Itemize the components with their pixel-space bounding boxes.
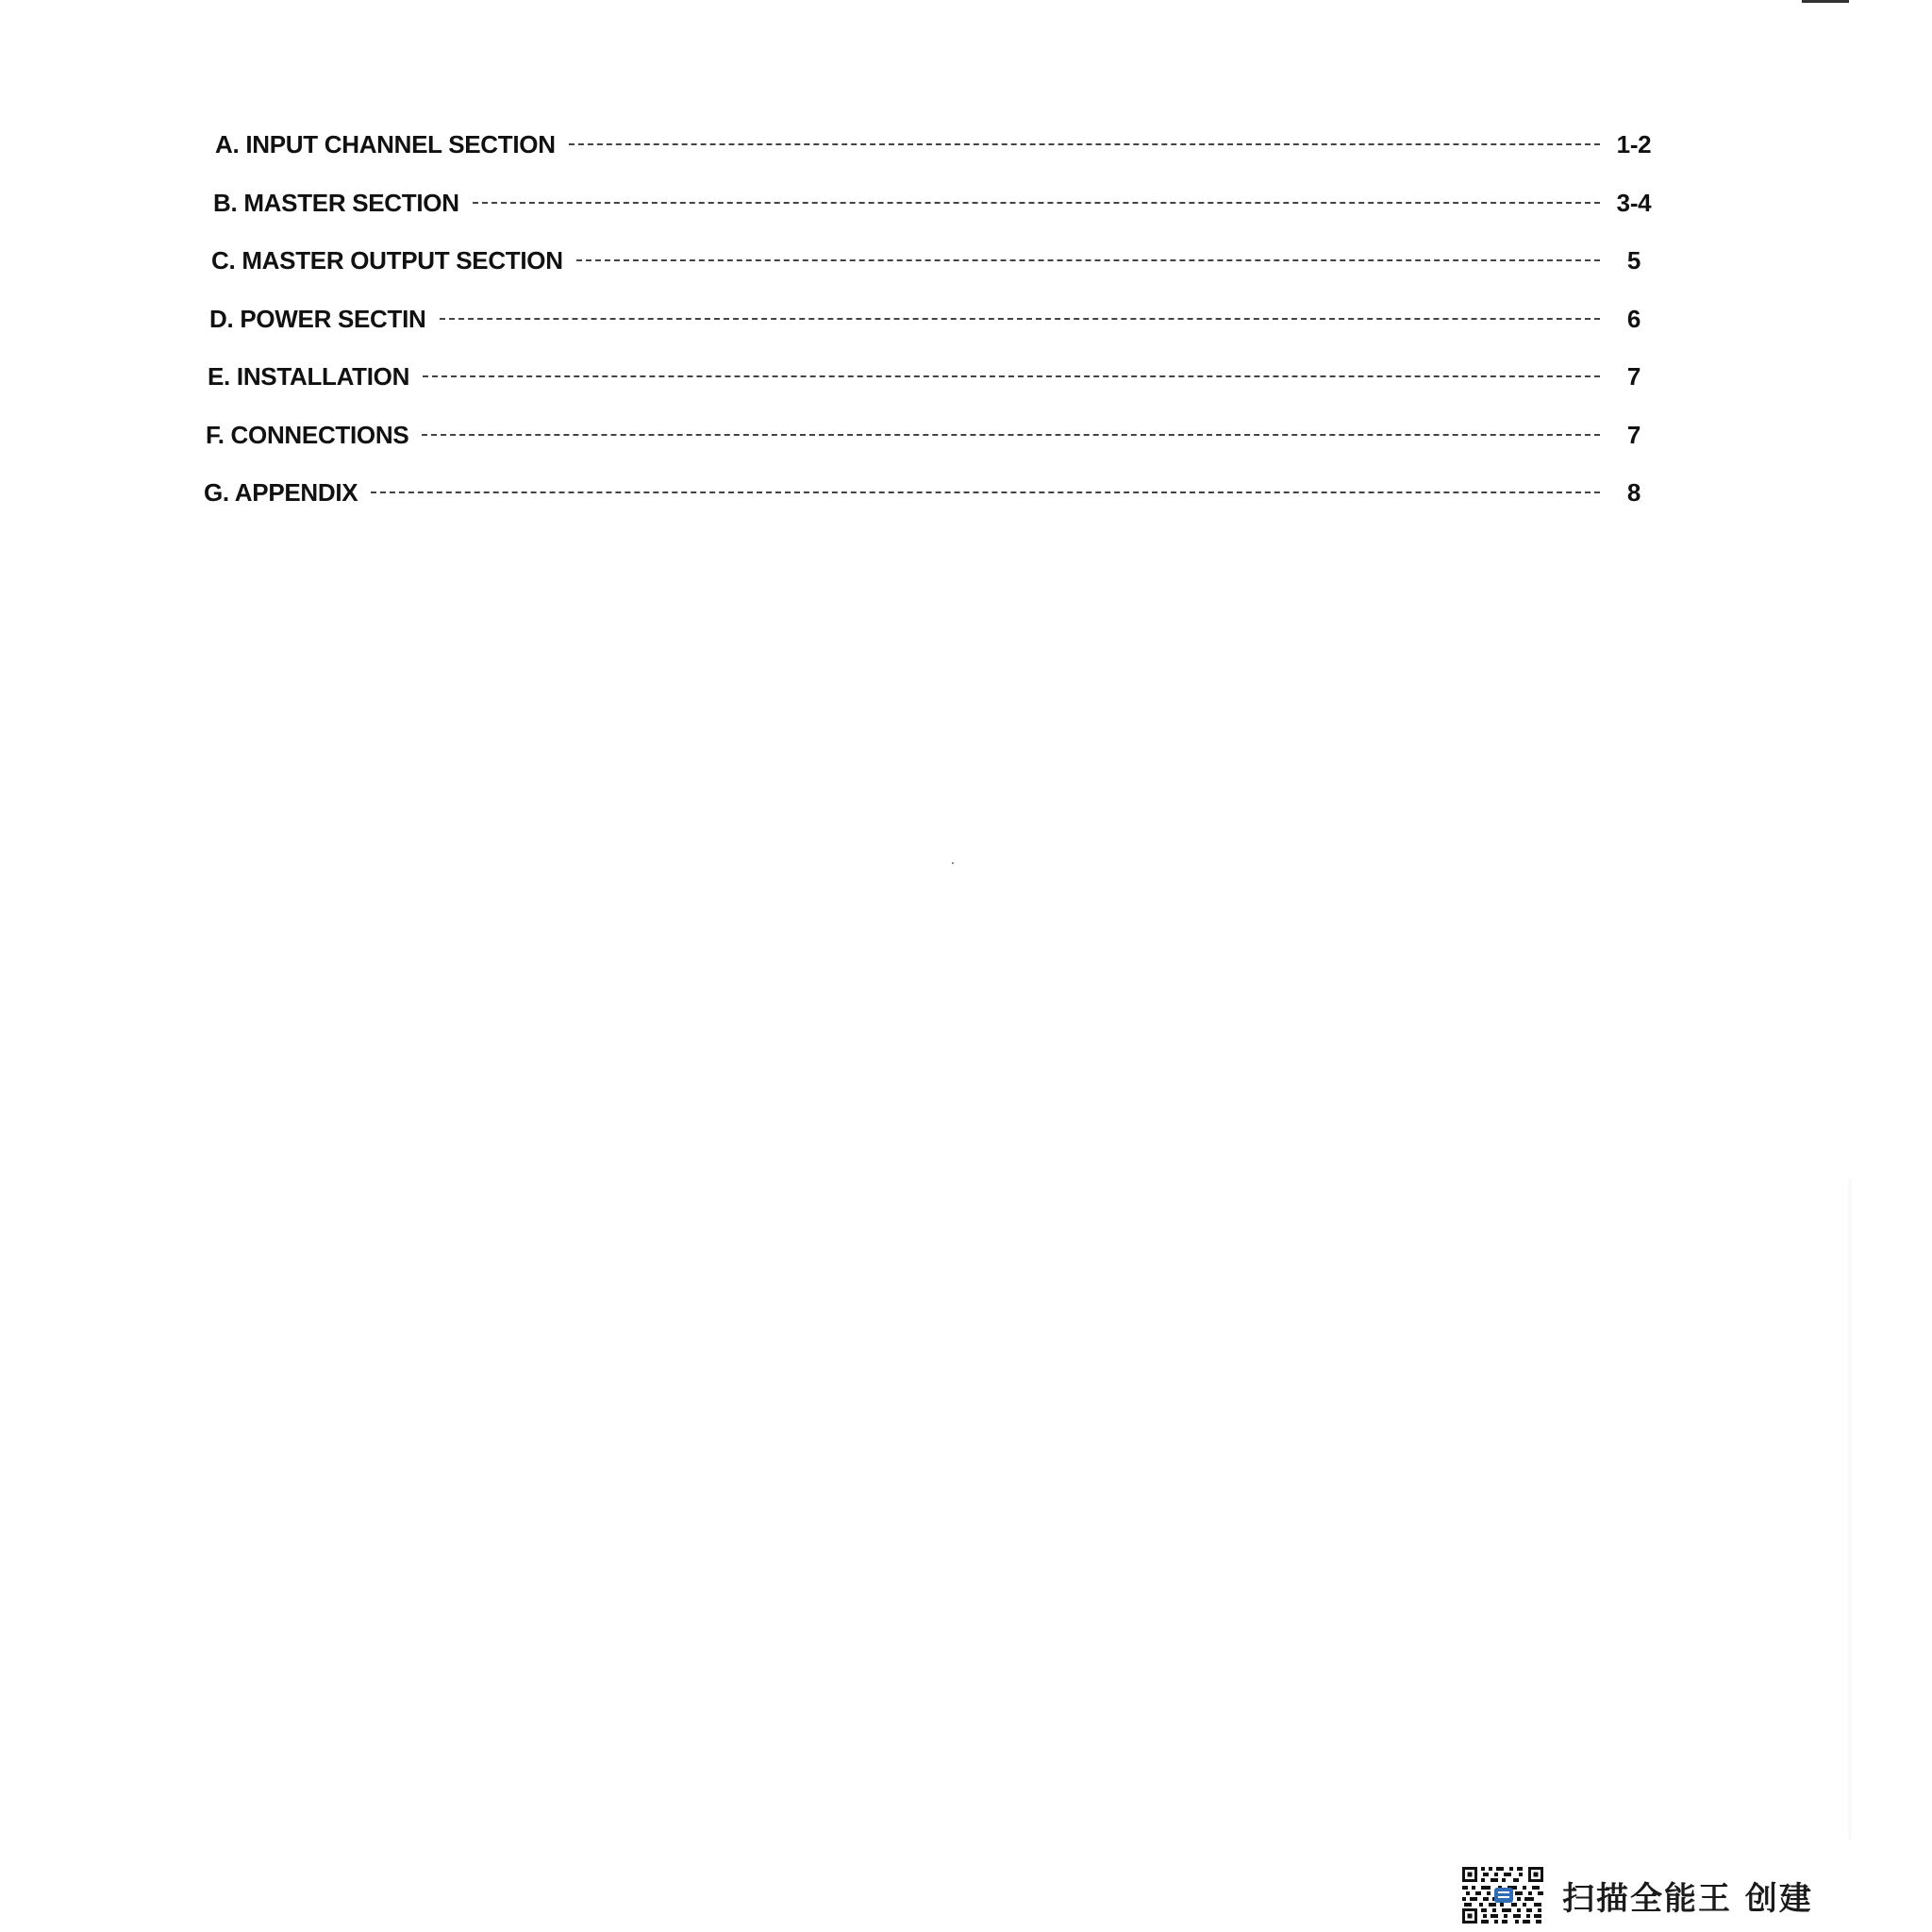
- toc-entry-b[interactable]: [213, 189, 1658, 247]
- toc-entry-label: E. INSTALLATION: [208, 362, 410, 391]
- scanner-brand-text: 扫描全能王 创建: [1562, 1879, 1813, 1918]
- scan-speck: [952, 862, 954, 864]
- toc-entry-label: F. CONNECTIONS: [206, 420, 409, 449]
- toc-entry-page: 3-4: [1616, 188, 1652, 217]
- toc-entry-page: 7: [1626, 420, 1641, 449]
- toc-dot-leader: [473, 202, 1600, 204]
- toc-entry-page: 7: [1626, 362, 1641, 391]
- toc-dot-leader: [576, 259, 1600, 261]
- toc-entry-label: B. MASTER SECTION: [213, 188, 459, 217]
- toc-entry-d[interactable]: [209, 305, 1658, 363]
- toc-entry-page: 6: [1626, 304, 1641, 333]
- toc-entry-e[interactable]: [208, 362, 1658, 421]
- scan-edge-shadow: [1847, 1179, 1853, 1840]
- toc-entry-label: C. MASTER OUTPUT SECTION: [211, 246, 563, 275]
- toc-dot-leader: [440, 318, 1600, 320]
- table-of-contents: [206, 130, 1658, 537]
- toc-entry-label: D. POWER SECTIN: [209, 304, 426, 333]
- scanner-watermark: [1460, 1864, 1813, 1926]
- toc-entry-label: A. INPUT CHANNEL SECTION: [215, 130, 556, 158]
- qr-code-icon: [1460, 1865, 1545, 1925]
- toc-entry-g[interactable]: [204, 478, 1658, 537]
- page-edge-mark: [1802, 0, 1849, 3]
- toc-dot-leader: [422, 434, 1600, 436]
- toc-entry-f[interactable]: [206, 421, 1658, 479]
- toc-entry-page: 1-2: [1616, 130, 1652, 158]
- toc-dot-leader: [371, 491, 1600, 493]
- toc-entry-page: 5: [1626, 246, 1641, 275]
- toc-dot-leader: [423, 375, 1600, 377]
- toc-entry-page: 8: [1626, 478, 1641, 507]
- toc-entry-a[interactable]: [215, 130, 1658, 189]
- toc-entry-c[interactable]: [211, 246, 1658, 305]
- toc-entry-label: G. APPENDIX: [204, 478, 358, 507]
- toc-dot-leader: [569, 143, 1600, 145]
